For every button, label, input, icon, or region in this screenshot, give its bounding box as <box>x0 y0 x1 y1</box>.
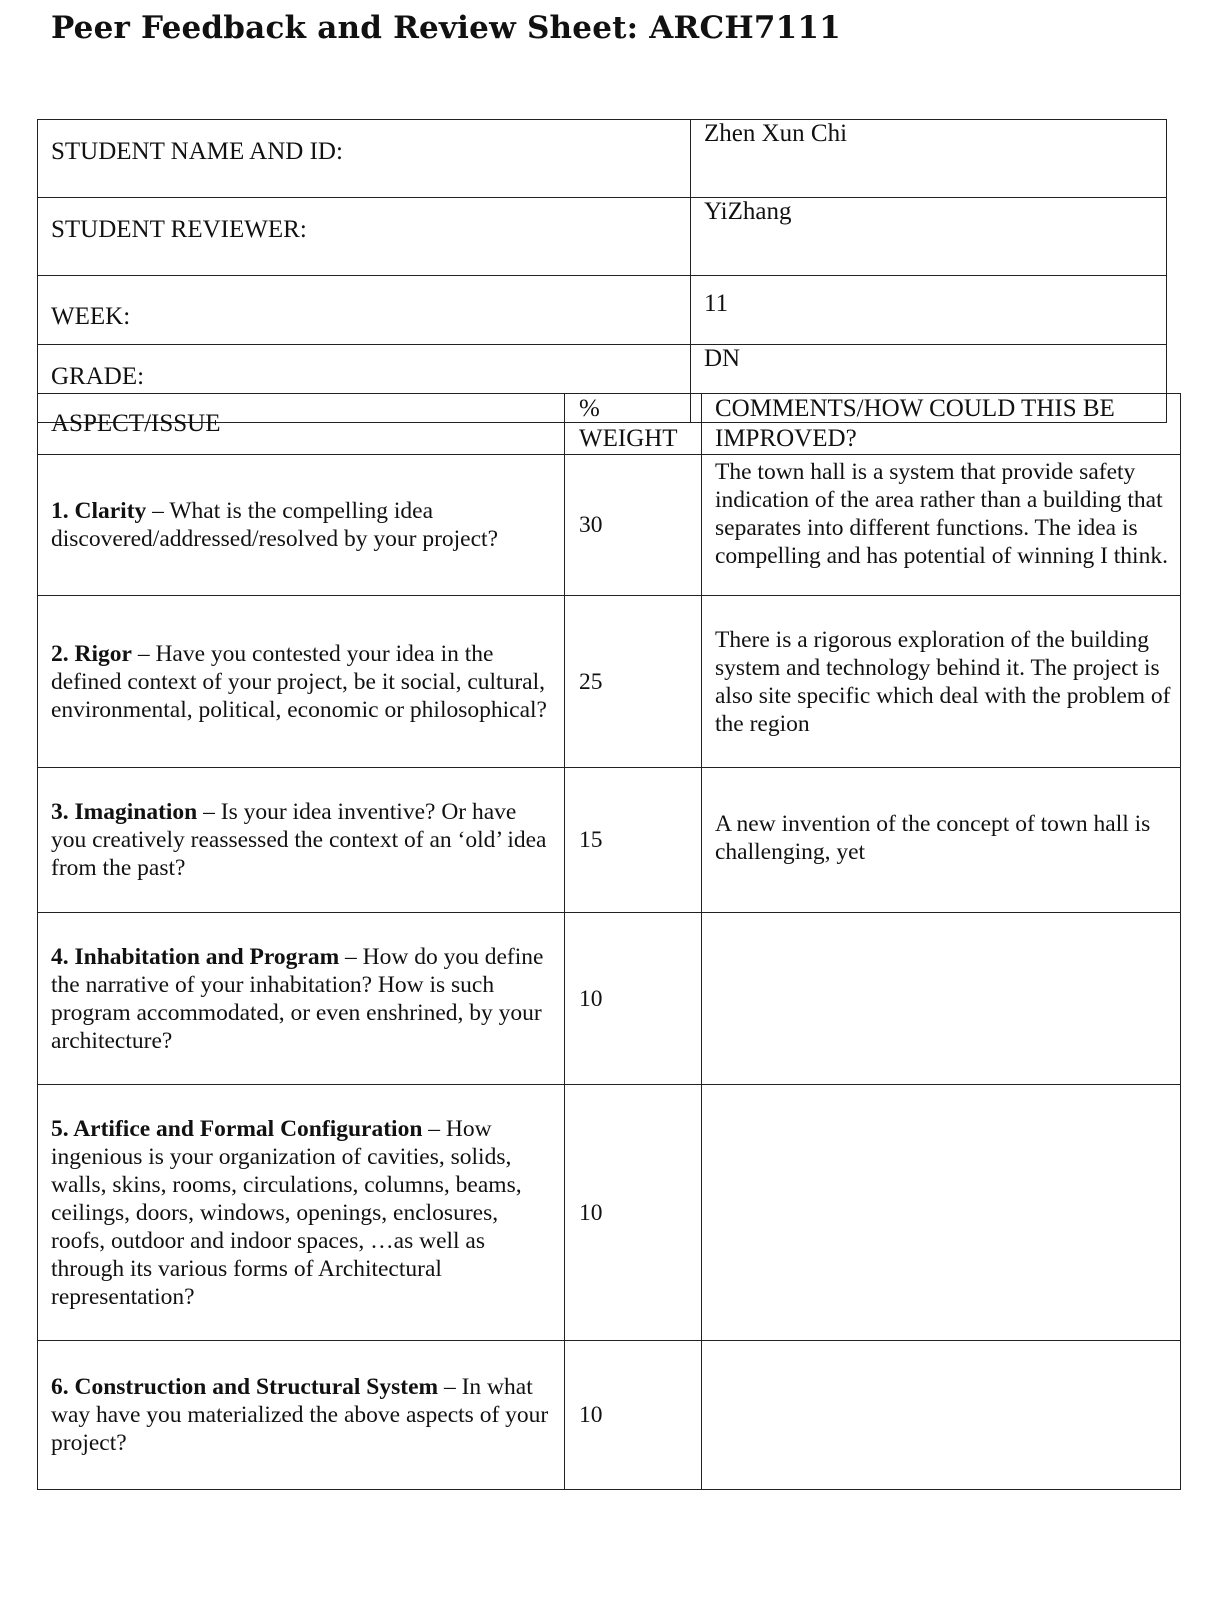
aspect-cell <box>38 596 565 768</box>
student-name-value: Zhen Xun Chi <box>691 120 1167 198</box>
comment-cell <box>702 1085 1181 1341</box>
aspect-separator: – <box>146 498 170 524</box>
week-label: WEEK: <box>38 276 691 345</box>
header-weight-line2: WEIGHT <box>579 425 678 452</box>
student-info-table <box>37 119 1167 423</box>
review-table-header <box>38 394 1181 455</box>
table-row <box>38 1085 1181 1341</box>
comment-cell: A new invention of the concept of town hall is challenging, yet <box>702 768 1181 913</box>
aspect-question: What is the compelling idea discovered/addressed/resolved by your project? <box>51 498 498 552</box>
aspect-separator: – <box>438 1374 462 1400</box>
aspect-cell <box>38 768 565 913</box>
comment-cell: There is a rigorous exploration of the building system and technology behind it. The project is also site specific which deal with the problem of the region <box>702 596 1181 768</box>
aspect-title: 3. Imagination <box>51 799 198 825</box>
header-weight <box>565 394 702 455</box>
weight-cell: 10 <box>565 1341 702 1490</box>
grade-label: GRADE: <box>38 345 691 423</box>
aspect-separator: – <box>422 1115 446 1142</box>
aspect-question: In what way have you materialized the above aspects of your project? <box>51 1374 549 1456</box>
aspect-question: Is your idea inventive? Or have you creatively reassessed the context of an ‘old’ idea from the past? <box>51 799 547 881</box>
aspect-separator: – <box>131 640 156 667</box>
weight-cell: 10 <box>565 1085 702 1341</box>
aspect-question: How do you define the narrative of your inhabitation? How is such program accommodated, or even enshrined, by your architecture? <box>51 943 544 1054</box>
header-comments-line2: IMPROVED? <box>715 425 857 452</box>
week-value: 11 <box>691 276 1167 345</box>
weight-cell: 15 <box>565 768 702 913</box>
header-comments-line1: COMMENTS/HOW COULD THIS BE <box>715 395 1115 422</box>
table-row <box>38 455 1181 596</box>
comment-cell <box>702 1341 1181 1490</box>
table-row <box>38 596 1181 768</box>
aspect-title: 2. Rigor <box>51 640 132 667</box>
aspect-cell <box>38 913 565 1085</box>
info-row-student <box>38 120 1167 198</box>
comment-cell: The town hall is a system that provide safety indication of the area rather than a building that separates into different functions. The idea is compelling and has potential of winning I think. <box>702 455 1181 596</box>
page-title: Peer Feedback and Review Sheet: ARCH7111 <box>51 10 841 46</box>
aspect-separator: – <box>197 799 221 825</box>
table-row <box>38 913 1181 1085</box>
aspect-title: 1. Clarity <box>51 498 147 524</box>
aspect-cell <box>38 455 565 596</box>
review-table <box>37 393 1181 1490</box>
header-weight-line1: % <box>579 395 600 422</box>
comment-cell <box>702 913 1181 1085</box>
aspect-question: How ingenious is your organization of cavities, solids, walls, skins, rooms, circulations, columns, beams, ceilings, doors, windows, openings, enclosures, roofs, outdoor and indoor spaces, …as well as through its various forms of Architectural representation? <box>51 1115 522 1310</box>
weight-cell: 10 <box>565 913 702 1085</box>
reviewer-value: YiZhang <box>691 198 1167 276</box>
grade-value: DN <box>691 345 1167 423</box>
header-comments <box>702 394 1181 455</box>
table-row <box>38 768 1181 913</box>
info-row-week <box>38 276 1167 345</box>
info-row-reviewer <box>38 198 1167 276</box>
aspect-separator: – <box>339 943 363 970</box>
reviewer-label: STUDENT REVIEWER: <box>38 198 691 276</box>
aspect-question: Have you contested your idea in the defined context of your project, be it social, cultural, environmental, political, economic or philosophical? <box>51 640 547 723</box>
weight-cell: 30 <box>565 455 702 596</box>
aspect-cell <box>38 1341 565 1490</box>
student-name-label: STUDENT NAME AND ID: <box>38 120 691 198</box>
aspect-title: 6. Construction and Structural System <box>51 1374 439 1400</box>
aspect-cell <box>38 1085 565 1341</box>
aspect-title: 4. Inhabitation and Program <box>51 943 340 970</box>
aspect-title: 5. Artifice and Formal Configuration <box>51 1115 423 1142</box>
header-aspect: ASPECT/ISSUE <box>38 394 565 455</box>
weight-cell: 25 <box>565 596 702 768</box>
table-row <box>38 1341 1181 1490</box>
